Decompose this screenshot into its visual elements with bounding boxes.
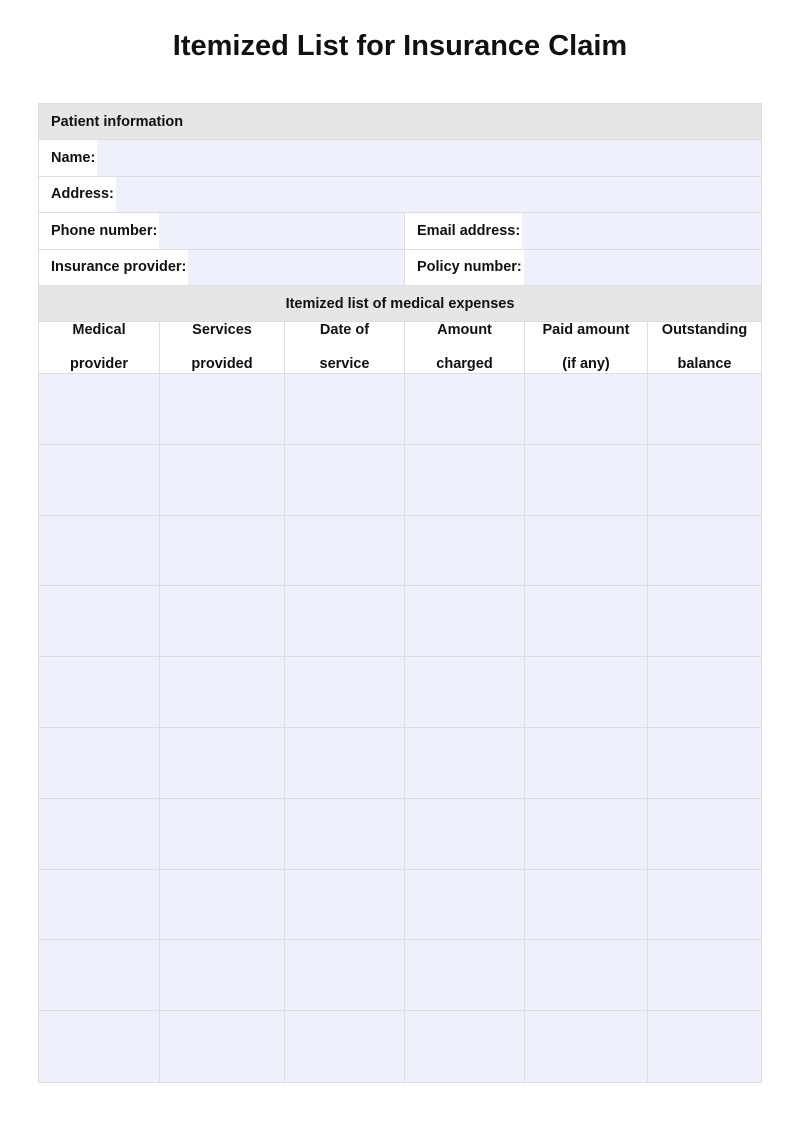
table-cell[interactable] [39, 799, 160, 869]
table-cell[interactable] [285, 516, 405, 586]
table-cell[interactable] [285, 940, 405, 1010]
insurance-provider-input[interactable] [188, 250, 404, 286]
column-header-line2: provided [191, 356, 253, 372]
expenses-column-headers [39, 322, 761, 374]
table-cell[interactable] [285, 799, 405, 869]
name-field[interactable] [39, 140, 761, 176]
name-label: Name: [39, 140, 97, 176]
table-cell[interactable] [160, 374, 285, 444]
table-cell[interactable] [285, 870, 405, 940]
table-cell[interactable] [525, 586, 648, 656]
column-header-line2: provider [69, 356, 128, 372]
table-row [39, 870, 761, 941]
address-input[interactable] [116, 177, 761, 213]
phone-input[interactable] [159, 213, 404, 249]
table-cell[interactable] [525, 728, 648, 798]
table-cell[interactable] [405, 799, 525, 869]
column-header-line2: charged [436, 356, 493, 372]
table-row [39, 657, 761, 728]
table-cell[interactable] [525, 516, 648, 586]
claim-form [38, 103, 762, 1083]
table-cell[interactable] [525, 657, 648, 727]
table-cell[interactable] [160, 940, 285, 1010]
table-row [39, 586, 761, 657]
table-cell[interactable] [525, 870, 648, 940]
table-cell[interactable] [405, 586, 525, 656]
table-cell[interactable] [160, 1011, 285, 1082]
table-cell[interactable] [39, 374, 160, 444]
table-row [39, 940, 761, 1011]
name-input[interactable] [97, 140, 761, 176]
table-cell[interactable] [648, 374, 761, 444]
column-header-line1: Paid amount [542, 322, 630, 338]
table-cell[interactable] [405, 657, 525, 727]
table-cell[interactable] [285, 374, 405, 444]
column-header-line2: balance [677, 356, 732, 372]
table-cell[interactable] [160, 870, 285, 940]
table-row [39, 1011, 761, 1082]
table-cell[interactable] [405, 445, 525, 515]
table-cell[interactable] [285, 586, 405, 656]
table-cell[interactable] [405, 1011, 525, 1082]
column-header-line1: Medical [72, 322, 126, 338]
table-cell[interactable] [39, 1011, 160, 1082]
table-cell[interactable] [39, 657, 160, 727]
table-cell[interactable] [39, 516, 160, 586]
table-cell[interactable] [39, 870, 160, 940]
page-title: Itemized List for Insurance Claim [172, 30, 628, 62]
column-header-line2: service [319, 356, 370, 372]
table-cell[interactable] [648, 940, 761, 1010]
table-cell[interactable] [405, 374, 525, 444]
column-header-line1: Services [192, 322, 252, 338]
table-row [39, 799, 761, 870]
address-label: Address: [39, 177, 116, 213]
table-cell[interactable] [285, 657, 405, 727]
table-cell[interactable] [160, 516, 285, 586]
table-cell[interactable] [648, 516, 761, 586]
table-cell[interactable] [39, 728, 160, 798]
column-header [525, 322, 648, 373]
policy-number-label: Policy number: [405, 250, 524, 286]
table-cell[interactable] [160, 445, 285, 515]
column-header [39, 322, 160, 373]
table-cell[interactable] [405, 516, 525, 586]
table-cell[interactable] [648, 870, 761, 940]
table-cell[interactable] [525, 940, 648, 1010]
policy-number-input[interactable] [524, 250, 761, 286]
column-header-line1: Date of [319, 322, 370, 338]
table-cell[interactable] [285, 445, 405, 515]
table-cell[interactable] [405, 728, 525, 798]
column-header [160, 322, 285, 373]
table-row [39, 374, 761, 445]
table-row [39, 445, 761, 516]
insurance-provider-label: Insurance provider: [39, 250, 188, 286]
table-row [39, 516, 761, 587]
table-cell[interactable] [285, 1011, 405, 1082]
insurance-provider-field[interactable] [39, 250, 405, 286]
phone-label: Phone number: [39, 213, 159, 249]
column-header-line2: (if any) [562, 356, 610, 372]
column-header [648, 322, 761, 373]
table-cell[interactable] [525, 374, 648, 444]
table-cell[interactable] [648, 1011, 761, 1082]
expenses-heading: Itemized list of medical expenses [39, 286, 761, 322]
column-header [285, 322, 405, 373]
table-cell[interactable] [160, 799, 285, 869]
table-cell[interactable] [525, 1011, 648, 1082]
table-cell[interactable] [160, 728, 285, 798]
column-header-line1: Outstanding [661, 322, 748, 338]
table-cell[interactable] [648, 445, 761, 515]
table-cell[interactable] [285, 728, 405, 798]
table-cell[interactable] [648, 728, 761, 798]
table-cell[interactable] [405, 940, 525, 1010]
table-cell[interactable] [160, 657, 285, 727]
table-cell[interactable] [648, 799, 761, 869]
policy-number-field[interactable] [405, 250, 761, 286]
table-row [39, 728, 761, 799]
expenses-rows [39, 374, 761, 1082]
email-field[interactable] [405, 213, 761, 249]
table-cell[interactable] [648, 586, 761, 656]
table-cell[interactable] [648, 657, 761, 727]
table-cell[interactable] [405, 870, 525, 940]
patient-info-heading: Patient information [39, 104, 761, 140]
table-cell[interactable] [525, 799, 648, 869]
column-header [405, 322, 525, 373]
email-label: Email address: [405, 213, 522, 249]
column-header-line1: Amount [437, 322, 492, 338]
phone-field[interactable] [39, 213, 405, 249]
table-cell[interactable] [39, 445, 160, 515]
table-cell[interactable] [39, 940, 160, 1010]
email-input[interactable] [522, 213, 761, 249]
table-cell[interactable] [525, 445, 648, 515]
table-cell[interactable] [160, 586, 285, 656]
address-field[interactable] [39, 177, 761, 213]
table-cell[interactable] [39, 586, 160, 656]
